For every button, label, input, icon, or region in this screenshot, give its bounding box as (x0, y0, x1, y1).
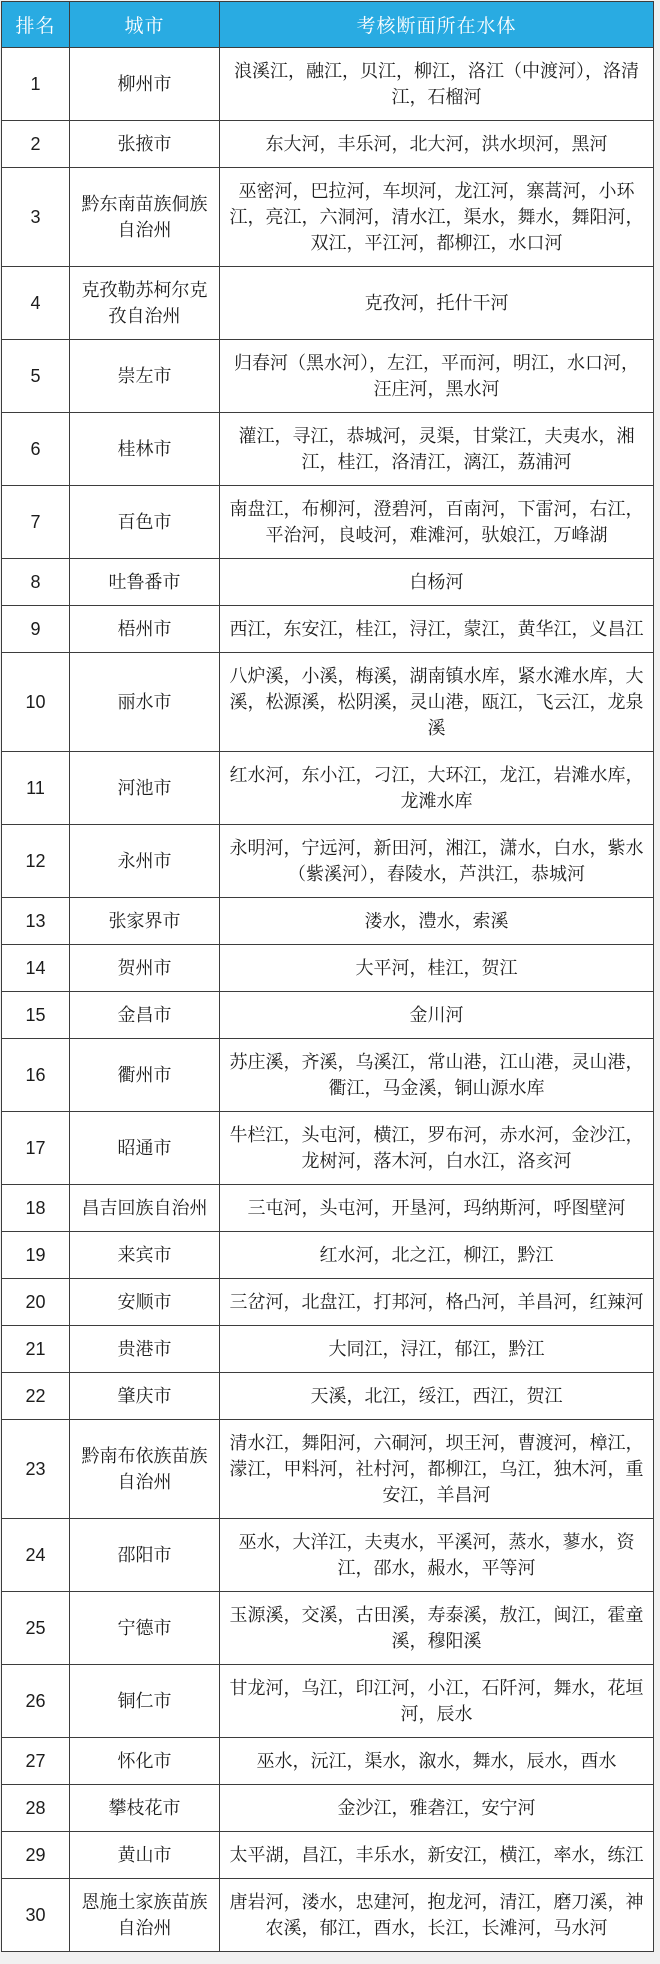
table-row (2, 559, 654, 606)
waters-cell: 金川河 (220, 992, 654, 1039)
table-row (2, 48, 654, 121)
rank-cell: 29 (2, 1832, 70, 1879)
waters-cell: 三屯河，头屯河，开垦河，玛纳斯河，呼图壁河 (220, 1185, 654, 1232)
waters-cell: 南盘江，布柳河，澄碧河，百南河，下雷河，右江，平治河，良岐河，难滩河，驮娘江，万峰湖 (220, 486, 654, 559)
rank-cell: 22 (2, 1373, 70, 1420)
table-row (2, 340, 654, 413)
city-cell: 金昌市 (70, 992, 220, 1039)
table-row (2, 486, 654, 559)
rank-cell: 10 (2, 653, 70, 752)
waters-cell: 红水河，东小江，刁江，大环江，龙江，岩滩水库，龙滩水库 (220, 752, 654, 825)
waters-cell: 大同江，浔江，郁江，黔江 (220, 1326, 654, 1373)
waters-cell: 巫水，大洋江，夫夷水，平溪河，蒸水，蓼水，资江，邵水，赧水，平等河 (220, 1519, 654, 1592)
rank-cell: 14 (2, 945, 70, 992)
city-cell: 贵港市 (70, 1326, 220, 1373)
rank-cell: 4 (2, 267, 70, 340)
city-cell: 铜仁市 (70, 1665, 220, 1738)
column-header-waters: 考核断面所在水体 (220, 2, 654, 48)
city-cell: 张家界市 (70, 898, 220, 945)
table-row (2, 945, 654, 992)
rank-cell: 28 (2, 1785, 70, 1832)
waters-cell: 大平河，桂江，贺江 (220, 945, 654, 992)
table-row (2, 898, 654, 945)
rank-cell: 5 (2, 340, 70, 413)
city-cell: 昌吉回族自治州 (70, 1185, 220, 1232)
rank-cell: 9 (2, 606, 70, 653)
table-row (2, 992, 654, 1039)
rank-cell: 30 (2, 1879, 70, 1952)
rank-cell: 18 (2, 1185, 70, 1232)
table-row (2, 1519, 654, 1592)
waters-cell: 牛栏江，头屯河，横江，罗布河，赤水河，金沙江，龙树河，落木河，白水江，洛亥河 (220, 1112, 654, 1185)
table-header (2, 2, 654, 48)
table-row (2, 825, 654, 898)
table-row (2, 1665, 654, 1738)
rank-cell: 21 (2, 1326, 70, 1373)
city-cell: 柳州市 (70, 48, 220, 121)
table-row (2, 1185, 654, 1232)
waters-cell: 三岔河，北盘江，打邦河，格凸河，羊昌河，红辣河 (220, 1279, 654, 1326)
header-row (2, 2, 654, 48)
waters-cell: 东大河，丰乐河，北大河，洪水坝河，黑河 (220, 121, 654, 168)
city-cell: 黔南布依族苗族自治州 (70, 1420, 220, 1519)
city-cell: 河池市 (70, 752, 220, 825)
table-row (2, 1039, 654, 1112)
rank-cell: 3 (2, 168, 70, 267)
table-row (2, 1420, 654, 1519)
rank-cell: 25 (2, 1592, 70, 1665)
rank-cell: 2 (2, 121, 70, 168)
city-cell: 黄山市 (70, 1832, 220, 1879)
waters-cell: 溇水，澧水，索溪 (220, 898, 654, 945)
waters-cell: 巫密河，巴拉河，车坝河，龙江河，寨蒿河，小环江，亮江，六洞河，清水江，渠水，舞水，舞阳河，双江，平江河，都柳江，水口河 (220, 168, 654, 267)
waters-cell: 西江，东安江，桂江，浔江，蒙江，黄华江，义昌江 (220, 606, 654, 653)
rank-cell: 23 (2, 1420, 70, 1519)
table-row (2, 267, 654, 340)
table-row (2, 1373, 654, 1420)
waters-cell: 红水河，北之江，柳江，黔江 (220, 1232, 654, 1279)
city-cell: 黔东南苗族侗族自治州 (70, 168, 220, 267)
city-cell: 衢州市 (70, 1039, 220, 1112)
city-cell: 安顺市 (70, 1279, 220, 1326)
waters-cell: 苏庄溪，齐溪，乌溪江，常山港，江山港，灵山港，衢江，马金溪，铜山源水库 (220, 1039, 654, 1112)
table-row (2, 1832, 654, 1879)
rank-cell: 26 (2, 1665, 70, 1738)
city-cell: 桂林市 (70, 413, 220, 486)
waters-cell: 灌江，寻江，恭城河，灵渠，甘棠江，夫夷水，湘江，桂江，洛清江，漓江，荔浦河 (220, 413, 654, 486)
column-header-city: 城市 (70, 2, 220, 48)
table-row (2, 1279, 654, 1326)
waters-cell: 归春河（黑水河），左江，平而河，明江，水口河，汪庄河，黑水河 (220, 340, 654, 413)
table-row (2, 1738, 654, 1785)
rank-cell: 12 (2, 825, 70, 898)
waters-cell: 唐岩河，溇水，忠建河，抱龙河，清江，磨刀溪，神农溪，郁江，酉水，长江，长滩河，马水河 (220, 1879, 654, 1952)
city-cell: 攀枝花市 (70, 1785, 220, 1832)
table-row (2, 168, 654, 267)
city-cell: 克孜勒苏柯尔克孜自治州 (70, 267, 220, 340)
table-row (2, 1326, 654, 1373)
table-row (2, 1592, 654, 1665)
city-cell: 贺州市 (70, 945, 220, 992)
city-cell: 丽水市 (70, 653, 220, 752)
city-cell: 昭通市 (70, 1112, 220, 1185)
city-cell: 崇左市 (70, 340, 220, 413)
table-row (2, 1879, 654, 1952)
waters-cell: 白杨河 (220, 559, 654, 606)
table-row (2, 1232, 654, 1279)
waters-cell: 金沙江，雅砻江，安宁河 (220, 1785, 654, 1832)
city-cell: 百色市 (70, 486, 220, 559)
table-row (2, 1112, 654, 1185)
city-cell: 恩施土家族苗族自治州 (70, 1879, 220, 1952)
column-header-rank: 排名 (2, 2, 70, 48)
waters-cell: 永明河，宁远河，新田河，湘江，潇水，白水，紫水（紫溪河），舂陵水，芦洪江，恭城河 (220, 825, 654, 898)
city-cell: 张掖市 (70, 121, 220, 168)
waters-cell: 天溪，北江，绥江，西江，贺江 (220, 1373, 654, 1420)
rank-cell: 24 (2, 1519, 70, 1592)
rank-cell: 13 (2, 898, 70, 945)
waters-cell: 克孜河，托什干河 (220, 267, 654, 340)
city-cell: 吐鲁番市 (70, 559, 220, 606)
rank-cell: 8 (2, 559, 70, 606)
rank-cell: 11 (2, 752, 70, 825)
waters-cell: 清水江，舞阳河，六硐河，坝王河，曹渡河，樟江，濛江，甲料河，社村河，都柳江，乌江，独木河，重安江，羊昌河 (220, 1420, 654, 1519)
rank-cell: 1 (2, 48, 70, 121)
table-row (2, 121, 654, 168)
table-body (2, 48, 654, 1952)
table-row (2, 1785, 654, 1832)
rank-cell: 19 (2, 1232, 70, 1279)
table-row (2, 752, 654, 825)
rank-cell: 16 (2, 1039, 70, 1112)
city-cell: 宁德市 (70, 1592, 220, 1665)
table-row (2, 606, 654, 653)
rank-cell: 27 (2, 1738, 70, 1785)
waters-cell: 甘龙河，乌江，印江河，小江，石阡河，舞水，花垣河，辰水 (220, 1665, 654, 1738)
water-bodies-ranking-table (1, 1, 654, 1952)
table-row (2, 413, 654, 486)
city-cell: 来宾市 (70, 1232, 220, 1279)
waters-cell: 太平湖，昌江，丰乐水，新安江，横江，率水，练江 (220, 1832, 654, 1879)
waters-cell: 浪溪江，融江，贝江，柳江，洛江（中渡河），洛清江，石榴河 (220, 48, 654, 121)
city-cell: 永州市 (70, 825, 220, 898)
city-cell: 梧州市 (70, 606, 220, 653)
waters-cell: 玉源溪，交溪，古田溪，寿泰溪，敖江，闽江，霍童溪，穆阳溪 (220, 1592, 654, 1665)
city-cell: 邵阳市 (70, 1519, 220, 1592)
waters-cell: 巫水，沅江，渠水，溆水，舞水，辰水，酉水 (220, 1738, 654, 1785)
table-row (2, 653, 654, 752)
city-cell: 怀化市 (70, 1738, 220, 1785)
rank-cell: 15 (2, 992, 70, 1039)
rank-cell: 7 (2, 486, 70, 559)
waters-cell: 八炉溪，小溪，梅溪，湖南镇水库，紧水滩水库，大溪，松源溪，松阴溪，灵山港，瓯江，飞云江，龙泉溪 (220, 653, 654, 752)
rank-cell: 17 (2, 1112, 70, 1185)
rank-cell: 6 (2, 413, 70, 486)
city-cell: 肇庆市 (70, 1373, 220, 1420)
rank-cell: 20 (2, 1279, 70, 1326)
